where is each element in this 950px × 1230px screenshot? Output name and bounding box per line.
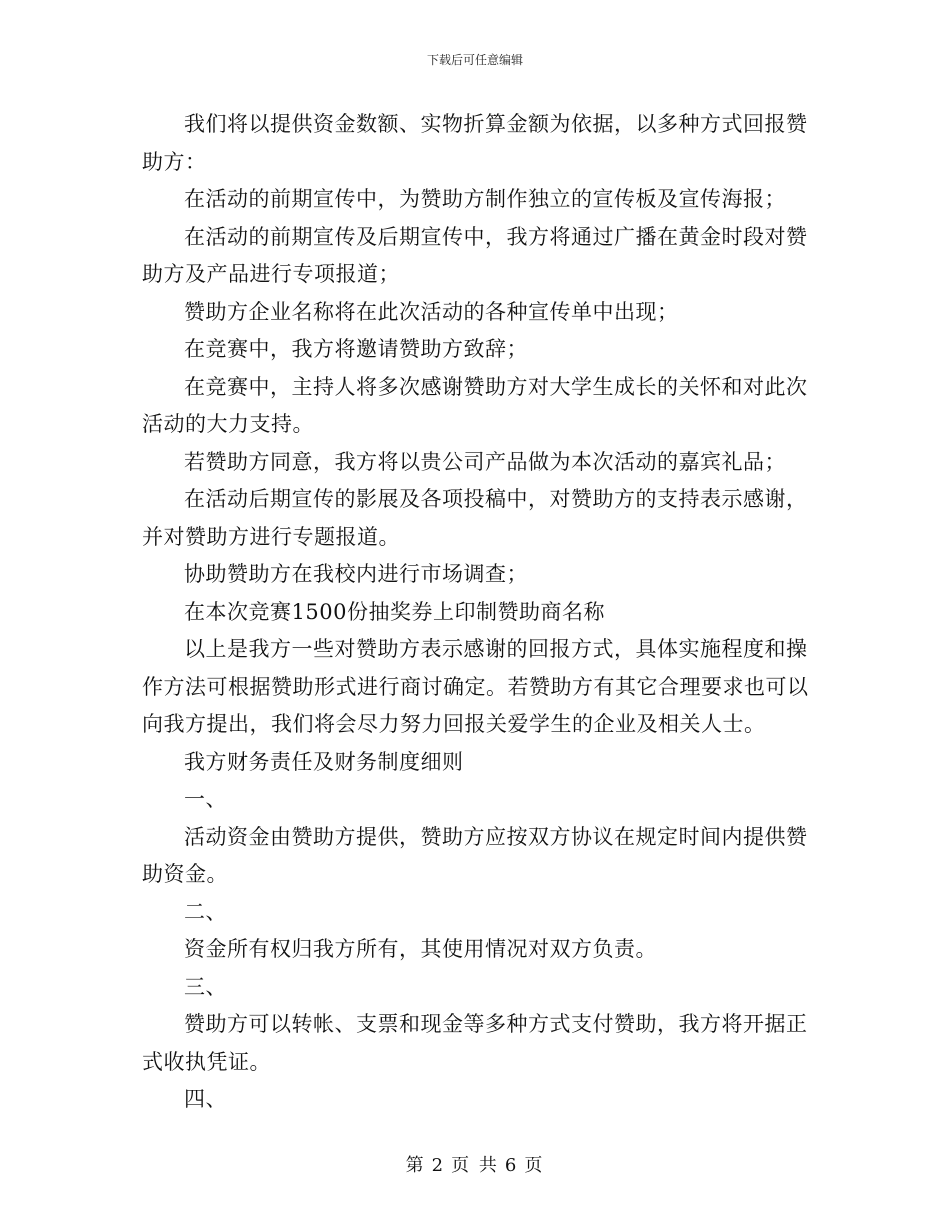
footer-suffix: 页 <box>524 1155 545 1176</box>
clause-number: 二、 <box>184 899 227 924</box>
paragraph: 我们将以提供资金数额、实物折算金额为依据，以多种方式回报赞助方： <box>142 112 808 174</box>
clause-number: 一、 <box>184 787 227 811</box>
section-heading: 我方财务责任及财务制度细则 <box>184 749 464 774</box>
current-page-number: 2 <box>431 1155 446 1176</box>
paragraph: 在竞赛中，我方将邀请赞助方致辞； <box>184 337 528 361</box>
paragraph: 资金所有权归我方所有，其使用情况对双方负责。 <box>184 937 657 961</box>
clause-number: 三、 <box>184 974 227 999</box>
footer-middle: 页 共 <box>451 1155 499 1176</box>
paragraph: 在活动的前期宣传及后期宣传中，我方将通过广播在黄金时段对赞助方及产品进行专项报道； <box>142 224 808 286</box>
page-header: 下载后可任意编辑 <box>426 53 523 67</box>
paragraph: 活动资金由赞助方提供，赞助方应按双方协议在规定时间内提供赞助资金。 <box>142 824 808 886</box>
paragraph: 以上是我方一些对赞助方表示感谢的回报方式，具体实施程度和操作方法可根据赞助形式进行商讨确定。若赞助方有其它合理要求也可以向我方提出，我们将会尽力努力回报关爱学生的企业及相关人士。 <box>142 637 809 736</box>
total-pages-number: 6 <box>504 1155 519 1176</box>
paragraph: 赞助方可以转帐、支票和现金等多种方式支付赞助，我方将开据正式收执凭证。 <box>142 1012 808 1074</box>
page-footer <box>0 1154 950 1178</box>
clause-number: 四、 <box>184 1087 227 1111</box>
paragraph: 协助赞助方在我校内进行市场调查； <box>184 562 528 586</box>
paragraph: 在活动后期宣传的影展及各项投稿中，对赞助方的支持表示感谢，并对赞助方进行专题报道。 <box>142 487 808 549</box>
paragraph: 在活动的前期宣传中，为赞助方制作独立的宣传板及宣传海报； <box>184 187 786 211</box>
paragraph: 在竞赛中，主持人将多次感谢赞助方对大学生成长的关怀和对此次活动的大力支持。 <box>142 374 808 436</box>
paragraph: 在本次竞赛1500份抽奖券上印制赞助商名称 <box>184 599 605 624</box>
paragraph: 赞助方企业名称将在此次活动的各种宣传单中出现； <box>184 299 679 324</box>
paragraph: 若赞助方同意，我方将以贵公司产品做为本次活动的嘉宾礼品； <box>184 449 786 474</box>
document-body <box>142 106 810 1119</box>
footer-prefix: 第 <box>405 1155 426 1176</box>
